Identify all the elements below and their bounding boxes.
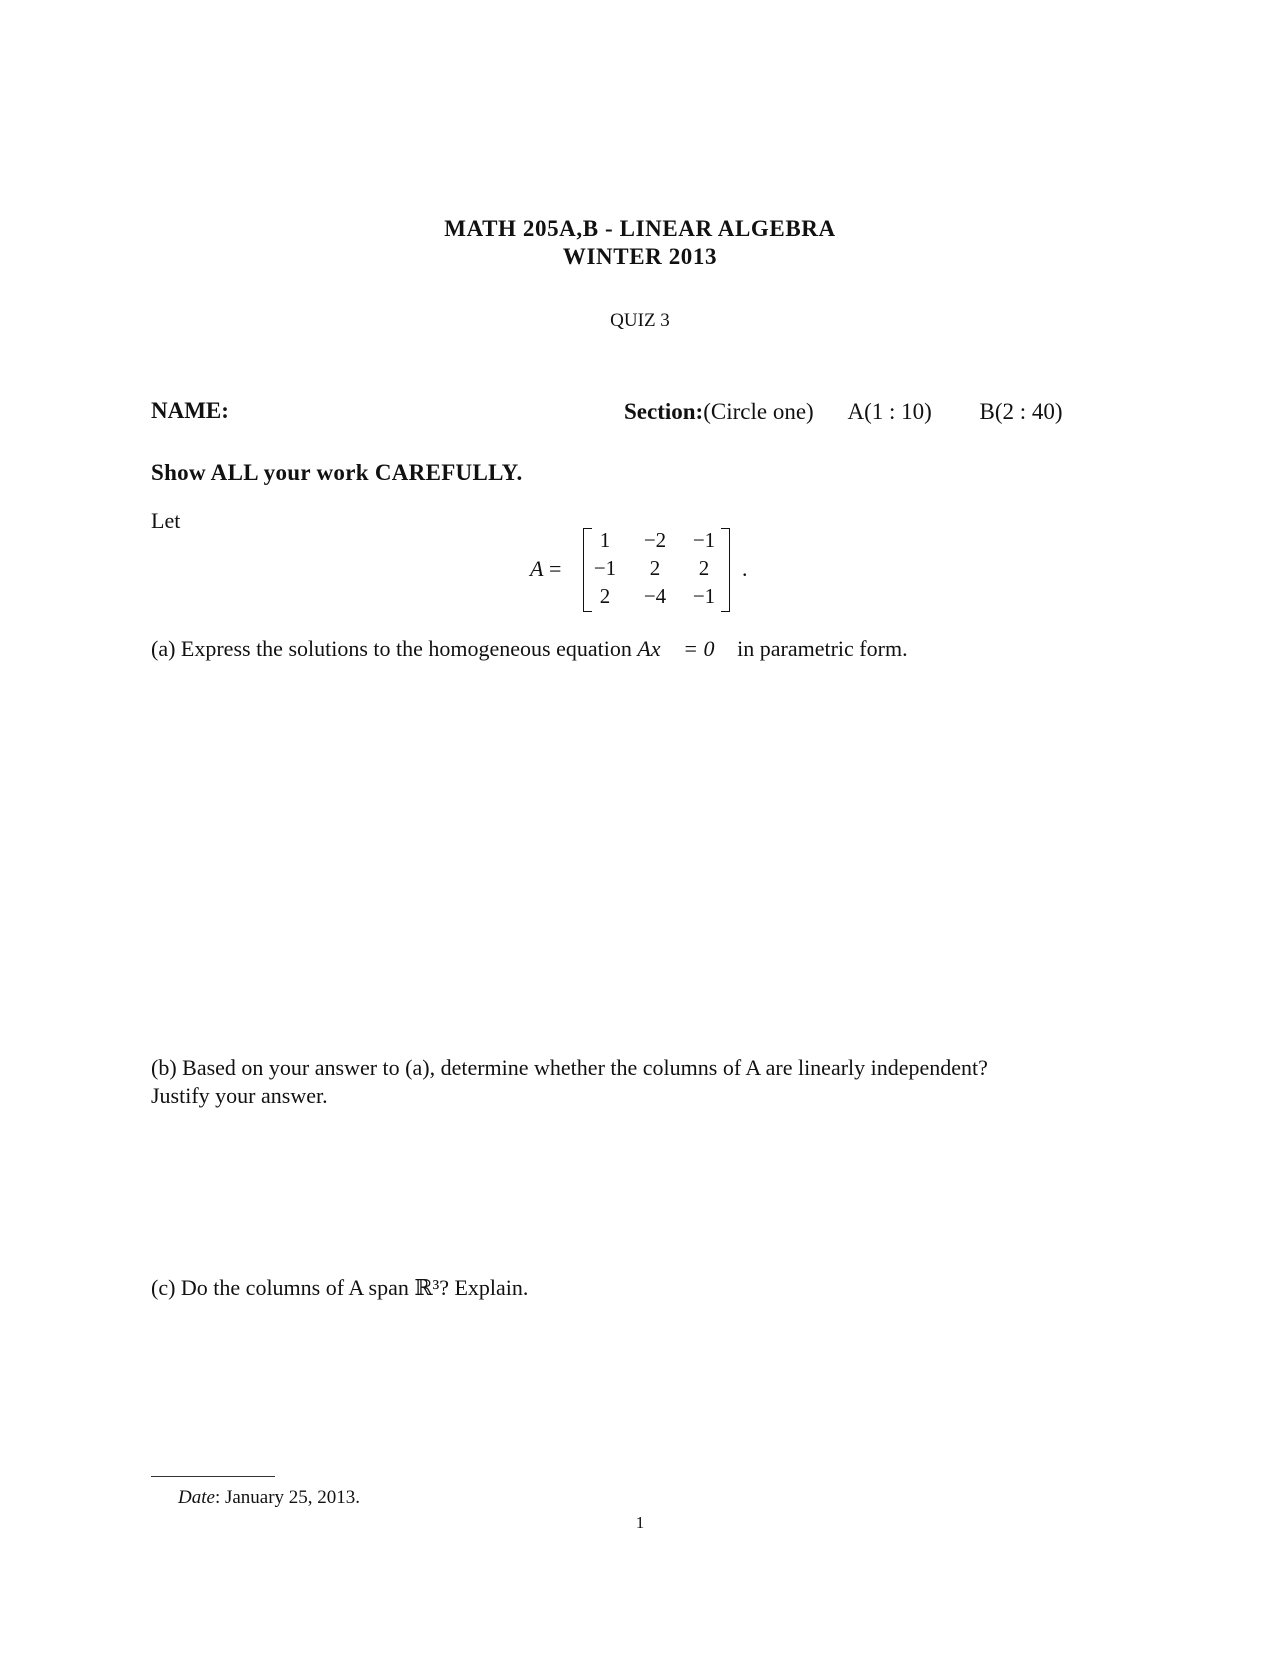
section-label: Section: [624, 399, 704, 424]
matrix-cell-r3c2: −4 [643, 584, 667, 608]
matrix-cell-r1c3: −1 [692, 528, 716, 552]
matrix-cell-r2c3: 2 [698, 556, 710, 580]
matrix-cell-r3c1: 2 [599, 584, 611, 608]
footnote [178, 1487, 360, 1509]
footnote-date: : January 25, 2013. [214, 1487, 361, 1508]
section-row [624, 399, 1063, 425]
matrix-cell-r3c3: −1 [692, 584, 716, 608]
footnote-rule [151, 1476, 275, 1477]
footnote-label: Date [178, 1487, 215, 1508]
matrix-name: A [530, 556, 544, 581]
section-option-b: B(2 : 40) [979, 399, 1063, 424]
name-label: NAME: [151, 398, 229, 423]
quiz-label: QUIZ 3 [610, 310, 670, 331]
question-b-line1: (b) Based on your answer to (a), determine whether the columns of A are linearly independent? [151, 1055, 988, 1080]
section-option-a: A(1 : 10) [847, 399, 932, 424]
question-b-line2: Justify your answer. [151, 1083, 328, 1108]
matrix-lhs [530, 556, 561, 582]
equals-sign: = [548, 556, 562, 581]
question-a-equation: Ax⃗ = 0⃗ [637, 636, 732, 661]
document-title: MATH 205A,B - LINEAR ALGEBRA [444, 216, 836, 241]
question-a-suffix: in parametric form. [731, 636, 908, 661]
question-a-prefix: (a) Express the solutions to the homogeneous equation [151, 636, 638, 661]
matrix-cell-r2c1: −1 [593, 556, 617, 580]
document-term: WINTER 2013 [562, 244, 718, 269]
question-c: (c) Do the columns of A span ℝ³? Explain. [151, 1275, 529, 1300]
matrix-cell-r2c2: 2 [649, 556, 661, 580]
matrix-cell-r1c1: 1 [599, 528, 611, 552]
matrix-a [583, 528, 730, 612]
section-hint: (Circle one) [703, 399, 814, 424]
question-a [151, 636, 908, 662]
page-number: 1 [635, 1513, 645, 1532]
instruction-text: Show ALL your work CAREFULLY. [151, 460, 523, 485]
matrix-period: . [742, 556, 748, 581]
matrix-cell-r1c2: −2 [643, 528, 667, 552]
intro-text: Let [151, 508, 181, 533]
